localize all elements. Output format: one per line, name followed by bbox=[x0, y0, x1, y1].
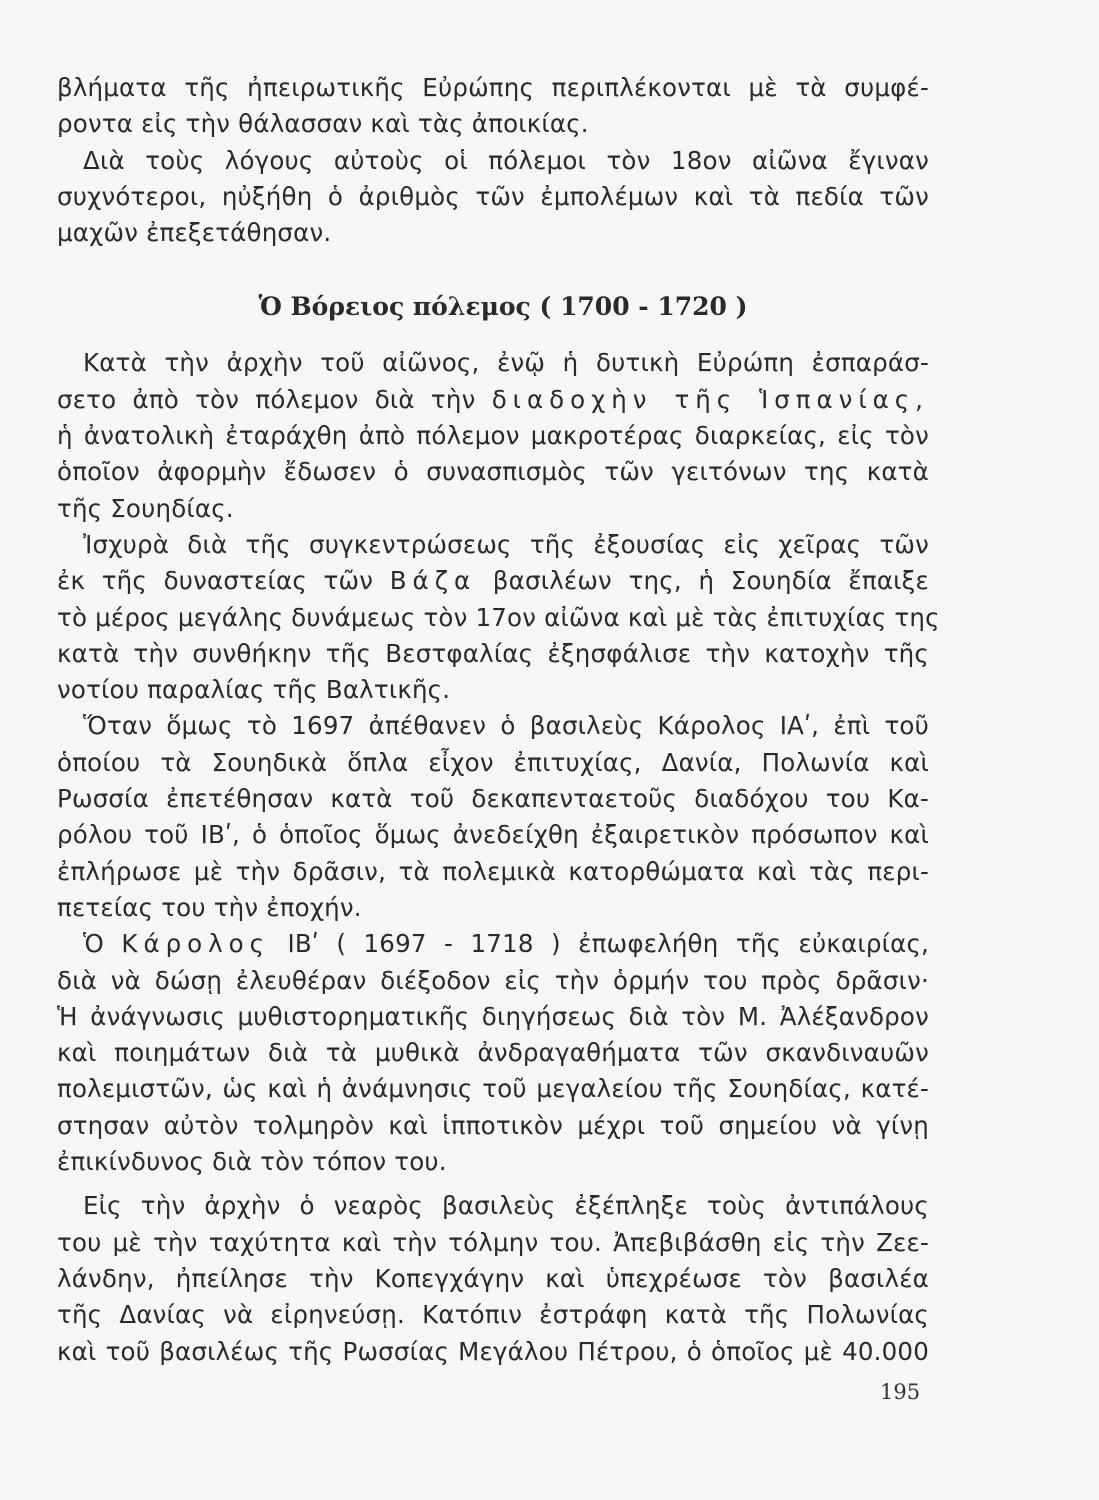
text-line bbox=[57, 926, 929, 962]
text-line: ἡ ἀνατολικὴ ἐταράχθη ἀπὸ πόλεμον μακροτέρας διαρκείας, εἰς τὸν bbox=[57, 421, 929, 451]
text-line: βλήματα τῆς ἠπειρωτικῆς Εὐρώπης περιπλέκονται μὲ τὰ συμφέ- bbox=[57, 73, 929, 102]
text-line: μαχῶν ἐπεξετάθησαν. bbox=[57, 218, 332, 248]
text-line: Ἡ ἀνάγνωσις μυθιστορηματικῆς διηγήσεως διὰ τὸν Μ. Ἀλέξανδρον bbox=[57, 1001, 929, 1031]
text-span: Ὁ bbox=[83, 929, 104, 959]
text-line: Κατὰ τὴν ἀρχὴν τοῦ αἰῶνος, ἐνῷ ἡ δυτικὴ Εὐρώπη ἐσπαράσ- bbox=[83, 348, 929, 378]
text-line: τῆς Σουηδίας. bbox=[57, 493, 234, 523]
text-line: συχνότεροι, ηὐξήθη ὁ ἀριθμὸς τῶν ἐμπολέμων καὶ τὰ πεδία τῶν bbox=[57, 181, 929, 211]
text-line: πετείας του τὴν ἐποχήν. bbox=[57, 892, 362, 922]
text-line: ὁποίου τὰ Σουηδικὰ ὅπλα εἶχον ἐπιτυχίας, Δανία, Πολωνία καὶ bbox=[57, 747, 929, 777]
text-line: Εἰς τὴν ἀρχὴν ὁ νεαρὸς βασιλεὺς ἐξέπληξε τοὺς ἀντιπάλους bbox=[83, 1191, 929, 1221]
text-line: ἐπλήρωσε μὲ τὴν δρᾶσιν, τὰ πολεμικὰ κατορθώματα καὶ τὰς περι- bbox=[57, 856, 929, 886]
text-line: ρόλου τοῦ ΙΒʹ, ὁ ὁποῖος ὅμως ἀνεδείχθη ἐξαιρετικὸν πρόσωπον καὶ bbox=[57, 820, 929, 850]
text-line: του μὲ τὴν ταχύτητα καὶ τὴν τόλμην του. Ἀπεβιβάσθη εἰς τὴν Ζεε- bbox=[57, 1227, 929, 1257]
text-line: ὁποῖον ἀφορμὴν ἔδωσεν ὁ συνασπισμὸς τῶν γειτόνων της κατὰ bbox=[57, 457, 929, 487]
text-line: ροντα εἰς τὴν θάλασσαν καὶ τὰς ἀποικίας. bbox=[57, 109, 589, 139]
text-line: καὶ ποιημάτων διὰ τὰ μυθικὰ ἀνδραγαθήματα τῶν σκανδιναυῶν bbox=[57, 1038, 929, 1068]
page-number: 195 bbox=[880, 1380, 921, 1404]
text-line: διὰ νὰ δώσῃ ἐλευθέραν διέξοδον εἰς τὴν ὁρμήν του πρὸς δρᾶσιν· bbox=[57, 965, 929, 995]
spaced-emphasis: Βάζα bbox=[389, 566, 477, 596]
text-line: ἐπικίνδυνος διὰ τὸν τόπον του. bbox=[57, 1147, 447, 1177]
text-line: Ὅταν ὅμως τὸ 1697 ἀπέθανεν ὁ βασιλεὺς Κάρολος ΙΑʹ, ἐπὶ τοῦ bbox=[83, 711, 929, 741]
spaced-emphasis: διαδοχὴν τῆς Ἱσπανίας, bbox=[491, 384, 929, 414]
text-line: τῆς Δανίας νὰ εἰρηνεύσῃ. Κατόπιν ἐστράφη κατὰ τῆς Πολωνίας bbox=[57, 1300, 929, 1330]
text-span: ἐκ τῆς δυναστείας τῶν bbox=[57, 566, 374, 596]
text-line: νοτίου παραλίας τῆς Βαλτικῆς. bbox=[57, 675, 451, 705]
page-body bbox=[57, 70, 940, 1370]
text-line: τὸ μέρος μεγάλης δυνάμεως τὸν 17ον αἰῶνα καὶ μὲ τὰς ἐπιτυχίας της bbox=[57, 602, 940, 632]
text-span: βασιλέων της, ἡ Σουηδία ἔπαιξε bbox=[492, 566, 929, 596]
text-line: κατὰ τὴν συνθήκην τῆς Βεστφαλίας ἐξησφάλισε τὴν κατοχὴν τῆς bbox=[57, 638, 929, 668]
text-line: Διὰ τοὺς λόγους αὐτοὺς οἱ πόλεμοι τὸν 18ον αἰῶνα ἔγιναν bbox=[83, 145, 929, 175]
spaced-emphasis: Κάρολος bbox=[121, 929, 271, 959]
paragraph-gap bbox=[57, 1180, 929, 1188]
text-span: σετο ἀπὸ τὸν πόλεμον διὰ τὴν bbox=[57, 384, 476, 414]
section-heading: Ὁ Βόρειος πόλεμος ( 1700 - 1720 ) bbox=[258, 292, 748, 322]
text-line bbox=[57, 382, 929, 418]
text-line: Ἰσχυρὰ διὰ τῆς συγκεντρώσεως τῆς ἐξουσίας εἰς χεῖρας τῶν bbox=[83, 529, 929, 559]
text-line: καὶ τοῦ βασιλέως τῆς Ρωσσίας Μεγάλου Πέτρου, ὁ ὁποῖος μὲ 40.000 bbox=[57, 1336, 929, 1366]
text-line bbox=[57, 563, 929, 599]
text-line: πολεμιστῶν, ὡς καὶ ἡ ἀνάμνησις τοῦ μεγαλείου τῆς Σουηδίας, κατέ- bbox=[57, 1074, 929, 1104]
text-span: ΙΒʹ ( 1697 - 1718 ) ἐπωφελήθη τῆς εὐκαιρίας, bbox=[287, 929, 930, 959]
text-line: στησαν αὐτὸν τολμηρὸν καὶ ἱπποτικὸν μέχρι τοῦ σημείου νὰ γίνῃ bbox=[57, 1110, 929, 1140]
text-line: Ρωσσία ἐπετέθησαν κατὰ τοῦ δεκαπενταετοῦς διαδόχου του Κα- bbox=[57, 784, 929, 814]
text-line: λάνδην, ἠπείλησε τὴν Κοπεγχάγην καὶ ὑπεχρέωσε τὸν βασιλέα bbox=[57, 1263, 929, 1293]
